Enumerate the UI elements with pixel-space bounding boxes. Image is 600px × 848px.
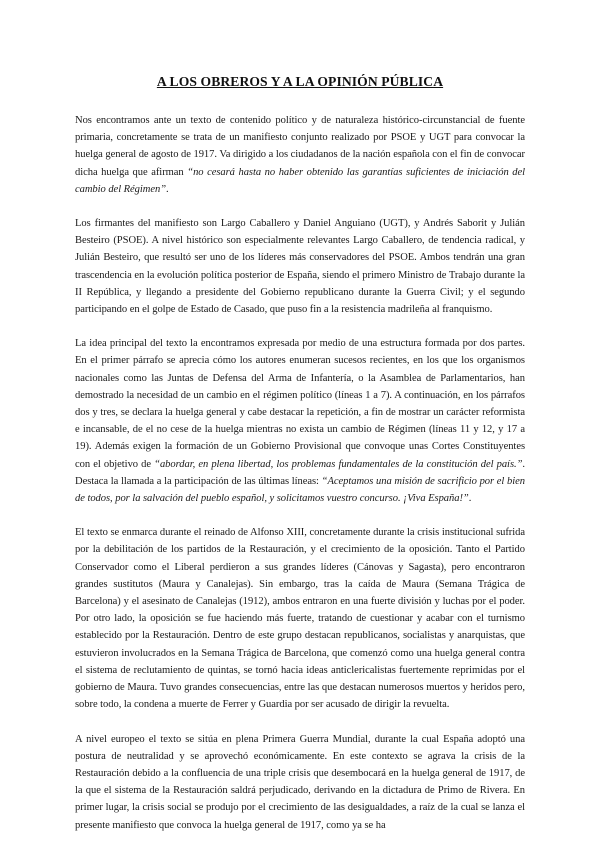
paragraph-4: El texto se enmarca durante el reinado de Alfonso XIII, concretamente durante la crisis institucional sufrida por la debilitación de los partidos de la Restauración, y el crecimiento de la oposición. Tanto el Partido Conservador como el Liberal perdieron a sus grandes líderes (Cánovas y Sagasta), pero encontraron grandes sustitutos (Maura y Canalejas). Sin embargo, tras la caída de Maura (Semana Trágica de Barcelona) y el asesinato de Canalejas (1912), ambos entraron en una fuerte división y luchas por el poder. Por otro lado, la oposición se fue haciendo más fuerte, tratando de cuestionar y acabar con el turnismo establecido por la Restauración. Dentro de este grupo destacan republicanos, socialistas y anarquistas, que estuvieron involucrados en la Semana Trágica de Barcelona, que comenzó como una huelga general contra el sistema de reclutamiento de quintas, se tornó hacia ideas anticlericalistas fuertemente reprimidas por el gobierno de Maura. Tuvo grandes consecuencias, entre las que destacan numerosos muertos y heridos pero, sobre todo, la condena a muerte de Ferrer y Guardia por ser acusado de dirigir la revuelta.: [75, 527, 525, 711]
document-title: A LOS OBREROS Y A LA OPINIÓN PÚBLICA: [156, 74, 444, 89]
paragraph-5: A nivel europeo el texto se sitúa en plena Primera Guerra Mundial, durante la cual España adoptó una postura de neutralidad y se aprovechó económicamente. En este contexto se agrava la crisis de la Restauración debido a la confluencia de una triple crisis que desembocará en la huelga general de 1917, de la que el sistema de la Restauración saldrá perjudicado, derivando en la dictadura de Primo de Rivera. En primer lugar, la crisis social se produjo por el crecimiento de las desigualdades, a raíz de la cual se lanza el presente manifiesto que convoca la huelga general de 1917, como ya se ha: [75, 733, 525, 831]
paragraph-3-end: .: [468, 493, 472, 505]
paragraph-2: Los firmantes del manifiesto son Largo Caballero y Daniel Anguiano (UGT), y Andrés Saborit y Julián Besteiro (PSOE). A nivel histórico son especialmente relevantes Largo Caballero, de tendencia radical, y Julián Besteiro, que resultó ser uno de los líderes más conservadores del PSOE. Ambos tendrán una gran trascendencia en la evolución política posterior de España, siendo el primero Ministro de Trabajo durante la II República, y llegando a presidente del Gobierno republicano durante la Guerra Civil; y el segundo participando en el golpe de Estado de Casado, que puso fin a la resistencia madrileña al franquismo.: [75, 218, 525, 316]
paragraph-1-end: .: [166, 183, 169, 195]
paragraph-1: [75, 112, 525, 198]
paragraph-3: [75, 335, 525, 507]
paragraph-3-quote-1: “abordar, en plena libertad, los problemas fundamentales de la constitución del país.”: [154, 458, 523, 470]
paragraph-3-quote-2: “Aceptamos una misión de sacrificio por el bien de todos, por la salvación del pueblo español, y solicitamos vuestro concurso. ¡Viva España!”: [75, 475, 525, 505]
paragraph-1-quote: “no cesará hasta no haber obtenido las garantías suficientes de iniciación del cambio del Régimen”: [75, 166, 525, 195]
paragraph-3-text: La idea principal del texto la encontramos expresada por medio de una estructura formada por dos partes. En el primer párrafo se aprecia cómo los autores enumeran sucesos recientes, en los que los organismos nacionales como las Juntas de Defensa del Arma de Infantería, o la Asamblea de Parlamentarios, han demostrado la necesidad de un cambio en el régimen político (líneas 1 a 7). A continuación, en los párrafos dos y tres, se declara la huelga general y cabe destacar la repetición, a fin de mostrar un carácter reformista e incansable, de el no cese de la huelga mientras no exista un cambio de Régimen (líneas 11 y 12, y 17 a 19). Además exigen la formación de un Gobierno Provisional que convoque unas Cortes Constituyentes con el objetivo de: [75, 338, 525, 470]
paragraph-3-text-2: . Destaca la llamada a la participación de las últimas líneas:: [75, 458, 525, 487]
paragraph-1-text: Nos encontramos ante un texto de contenido político y de naturaleza histórico-circunstancial de fuente primaria, concretamente se trata de un manifiesto conjunto realizado por PSOE y UGT para convocar la huelga general de agosto de 1917. Va dirigido a los ciudadanos de la nación española con el fin de convocar dicha huelga que afirman: [75, 115, 525, 178]
